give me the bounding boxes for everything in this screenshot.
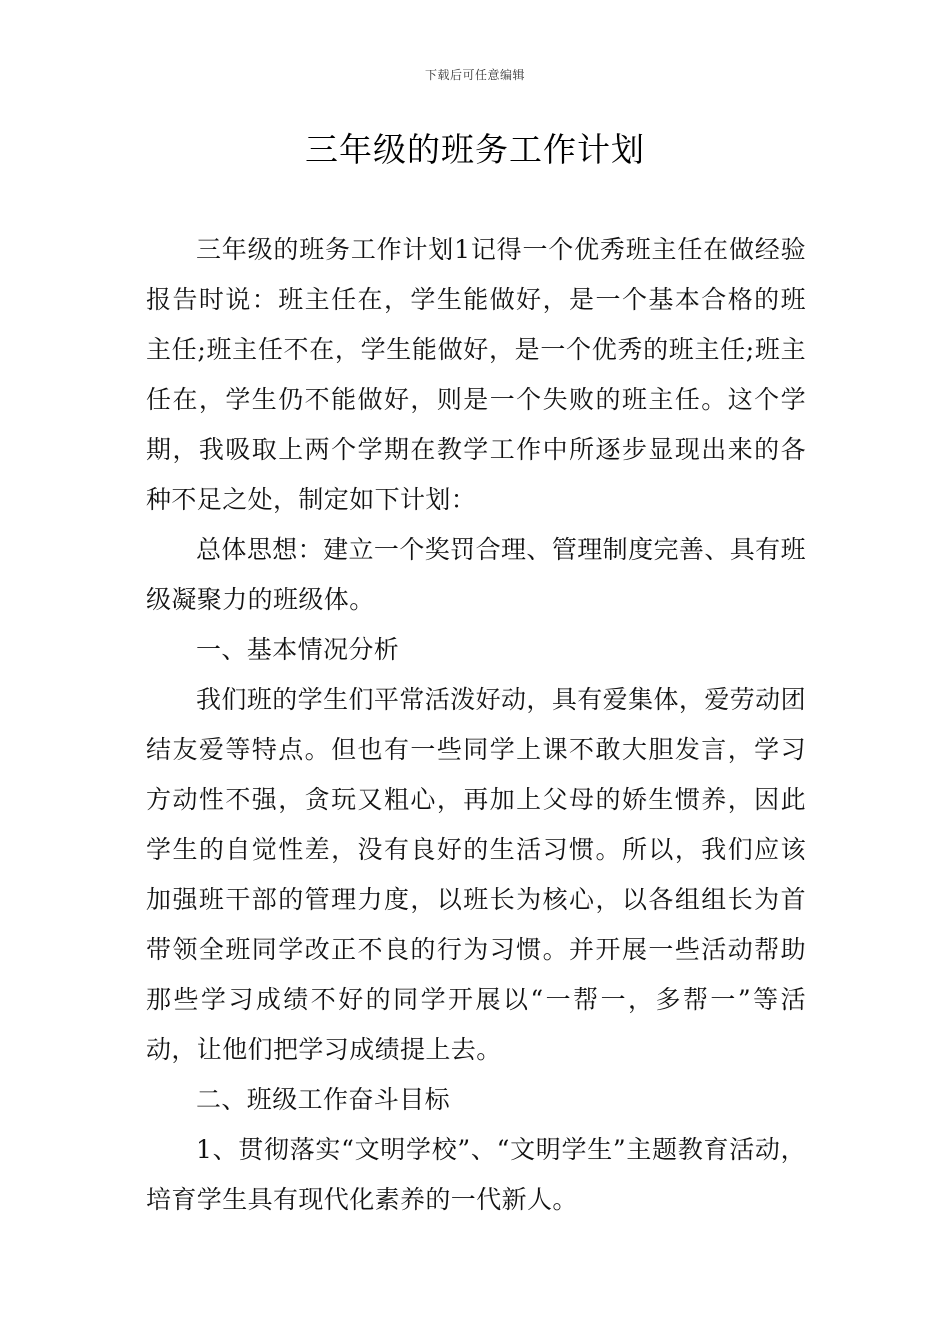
header-note: 下载后可任意编辑 — [424, 68, 525, 82]
paragraph-overall-idea: 总体思想：建立一个奖罚合理、管理制度完善、具有班级凝聚力的班级体。 — [146, 535, 806, 614]
paragraph-intro: 三年级的班务工作计划1记得一个优秀班主任在做经验报告时说：班主任在，学生能做好，是一个基本合格的班主任;班主任不在，学生能做好，是一个优秀的班主任;班主任在，学生仍不能做好，则是一个失败的班主任。这个学期，我吸取上两个学期在教学工作中所逐步显现出来的各种不足之处，制定如下计划： — [146, 235, 806, 514]
section-heading-basic-situation: 一、基本情况分析 — [196, 635, 400, 664]
section-heading-goals: 二、班级工作奋斗目标 — [196, 1085, 451, 1114]
paragraph-goal-1: 1、贯彻落实“文明学校”、“文明学生”主题教育活动，培育学生具有现代化素养的一代新人。 — [146, 1135, 806, 1214]
document-title: 三年级的班务工作计划 — [305, 130, 645, 169]
document-body — [146, 225, 806, 1225]
paragraph-situation-analysis: 我们班的学生们平常活泼好动，具有爱集体，爱劳动团结友爱等特点。但也有一些同学上课不敢大胆发言，学习方动性不强，贪玩又粗心，再加上父母的娇生惯养，因此学生的自觉性差，没有良好的生活习惯。所以，我们应该加强班干部的管理力度，以班长为核心，以各组组长为首带领全班同学改正不良的行为习惯。并开展一些活动帮助那些学习成绩不好的同学开展以“一帮一，多帮一”等活动，让他们把学习成绩提上去。 — [146, 685, 806, 1064]
